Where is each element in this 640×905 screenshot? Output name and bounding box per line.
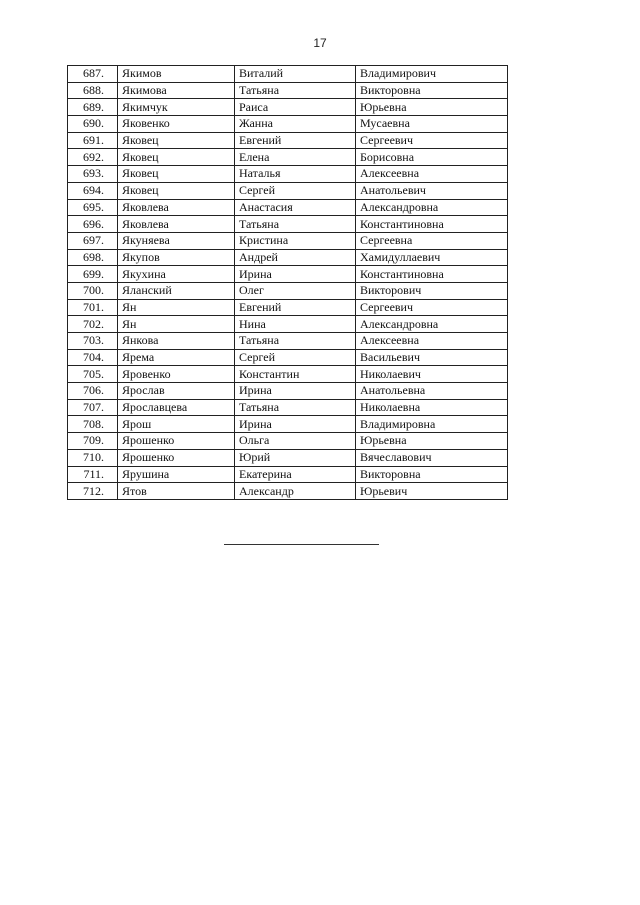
first-name: Ирина <box>235 383 356 400</box>
row-number: 689. <box>68 99 118 116</box>
table-row <box>68 316 508 333</box>
last-name: Якупов <box>118 249 235 266</box>
patronymic: Вячеславович <box>356 449 508 466</box>
table-row <box>68 232 508 249</box>
first-name: Сергей <box>235 349 356 366</box>
last-name: Яковенко <box>118 116 235 133</box>
first-name: Евгений <box>235 132 356 149</box>
first-name: Виталий <box>235 66 356 83</box>
first-name: Кристина <box>235 232 356 249</box>
table-row <box>68 266 508 283</box>
patronymic: Сергеевна <box>356 232 508 249</box>
patronymic: Васильевич <box>356 349 508 366</box>
table-row <box>68 466 508 483</box>
patronymic: Сергеевич <box>356 299 508 316</box>
table-row <box>68 249 508 266</box>
last-name: Ярошенко <box>118 433 235 450</box>
last-name: Ятов <box>118 483 235 500</box>
last-name: Якимчук <box>118 99 235 116</box>
last-name: Яровенко <box>118 366 235 383</box>
row-number: 709. <box>68 433 118 450</box>
row-number: 697. <box>68 232 118 249</box>
table-row <box>68 66 508 83</box>
patronymic: Николаевич <box>356 366 508 383</box>
row-number: 710. <box>68 449 118 466</box>
patronymic: Алексеевна <box>356 333 508 350</box>
table-row <box>68 99 508 116</box>
patronymic: Юрьевич <box>356 483 508 500</box>
patronymic: Юрьевна <box>356 99 508 116</box>
last-name: Яковец <box>118 149 235 166</box>
names-table <box>67 65 508 500</box>
last-name: Ян <box>118 299 235 316</box>
table-row <box>68 132 508 149</box>
patronymic: Мусаевна <box>356 116 508 133</box>
last-name: Ярош <box>118 416 235 433</box>
first-name: Татьяна <box>235 216 356 233</box>
first-name: Наталья <box>235 166 356 183</box>
table-row <box>68 149 508 166</box>
table-row <box>68 399 508 416</box>
last-name: Яковец <box>118 182 235 199</box>
first-name: Константин <box>235 366 356 383</box>
row-number: 701. <box>68 299 118 316</box>
table-row <box>68 299 508 316</box>
row-number: 699. <box>68 266 118 283</box>
first-name: Татьяна <box>235 399 356 416</box>
first-name: Юрий <box>235 449 356 466</box>
last-name: Яковлева <box>118 199 235 216</box>
row-number: 711. <box>68 466 118 483</box>
patronymic: Анатольевич <box>356 182 508 199</box>
first-name: Татьяна <box>235 333 356 350</box>
first-name: Ирина <box>235 416 356 433</box>
first-name: Татьяна <box>235 82 356 99</box>
row-number: 688. <box>68 82 118 99</box>
last-name: Якуняева <box>118 232 235 249</box>
first-name: Жанна <box>235 116 356 133</box>
patronymic: Анатольевна <box>356 383 508 400</box>
first-name: Олег <box>235 282 356 299</box>
patronymic: Константиновна <box>356 216 508 233</box>
row-number: 700. <box>68 282 118 299</box>
last-name: Яковец <box>118 166 235 183</box>
last-name: Ян <box>118 316 235 333</box>
table-row <box>68 82 508 99</box>
row-number: 708. <box>68 416 118 433</box>
last-name: Ярослав <box>118 383 235 400</box>
row-number: 702. <box>68 316 118 333</box>
table-row <box>68 483 508 500</box>
table-row <box>68 333 508 350</box>
table-row <box>68 433 508 450</box>
patronymic: Александровна <box>356 316 508 333</box>
last-name: Ярема <box>118 349 235 366</box>
row-number: 695. <box>68 199 118 216</box>
row-number: 704. <box>68 349 118 366</box>
patronymic: Викторович <box>356 282 508 299</box>
last-name: Яковлева <box>118 216 235 233</box>
names-table-body <box>68 66 508 500</box>
first-name: Екатерина <box>235 466 356 483</box>
table-row <box>68 366 508 383</box>
row-number: 703. <box>68 333 118 350</box>
row-number: 712. <box>68 483 118 500</box>
first-name: Ирина <box>235 266 356 283</box>
last-name: Ярушина <box>118 466 235 483</box>
row-number: 687. <box>68 66 118 83</box>
row-number: 696. <box>68 216 118 233</box>
first-name: Ольга <box>235 433 356 450</box>
row-number: 707. <box>68 399 118 416</box>
table-row <box>68 349 508 366</box>
row-number: 706. <box>68 383 118 400</box>
table-row <box>68 182 508 199</box>
last-name: Якухина <box>118 266 235 283</box>
last-name: Янкова <box>118 333 235 350</box>
table-row <box>68 416 508 433</box>
patronymic: Алексеевна <box>356 166 508 183</box>
table-row <box>68 199 508 216</box>
patronymic: Хамидуллаевич <box>356 249 508 266</box>
table-row <box>68 449 508 466</box>
row-number: 698. <box>68 249 118 266</box>
patronymic: Владимировна <box>356 416 508 433</box>
first-name: Анастасия <box>235 199 356 216</box>
patronymic: Юрьевна <box>356 433 508 450</box>
patronymic: Константиновна <box>356 266 508 283</box>
row-number: 692. <box>68 149 118 166</box>
row-number: 690. <box>68 116 118 133</box>
first-name: Андрей <box>235 249 356 266</box>
patronymic: Викторовна <box>356 82 508 99</box>
row-number: 691. <box>68 132 118 149</box>
first-name: Сергей <box>235 182 356 199</box>
patronymic: Александровна <box>356 199 508 216</box>
patronymic: Викторовна <box>356 466 508 483</box>
patronymic: Владимирович <box>356 66 508 83</box>
first-name: Елена <box>235 149 356 166</box>
last-name: Ярославцева <box>118 399 235 416</box>
patronymic: Борисовна <box>356 149 508 166</box>
table-row <box>68 116 508 133</box>
first-name: Раиса <box>235 99 356 116</box>
first-name: Александр <box>235 483 356 500</box>
table-row <box>68 166 508 183</box>
last-name: Якимов <box>118 66 235 83</box>
last-name: Яланский <box>118 282 235 299</box>
end-of-list-line <box>224 544 379 545</box>
table-row <box>68 282 508 299</box>
page-number: 17 <box>313 36 327 50</box>
table-row <box>68 216 508 233</box>
first-name: Нина <box>235 316 356 333</box>
patronymic: Николаевна <box>356 399 508 416</box>
last-name: Яковец <box>118 132 235 149</box>
row-number: 693. <box>68 166 118 183</box>
first-name: Евгений <box>235 299 356 316</box>
patronymic: Сергеевич <box>356 132 508 149</box>
last-name: Ярошенко <box>118 449 235 466</box>
row-number: 694. <box>68 182 118 199</box>
table-row <box>68 383 508 400</box>
row-number: 705. <box>68 366 118 383</box>
last-name: Якимова <box>118 82 235 99</box>
